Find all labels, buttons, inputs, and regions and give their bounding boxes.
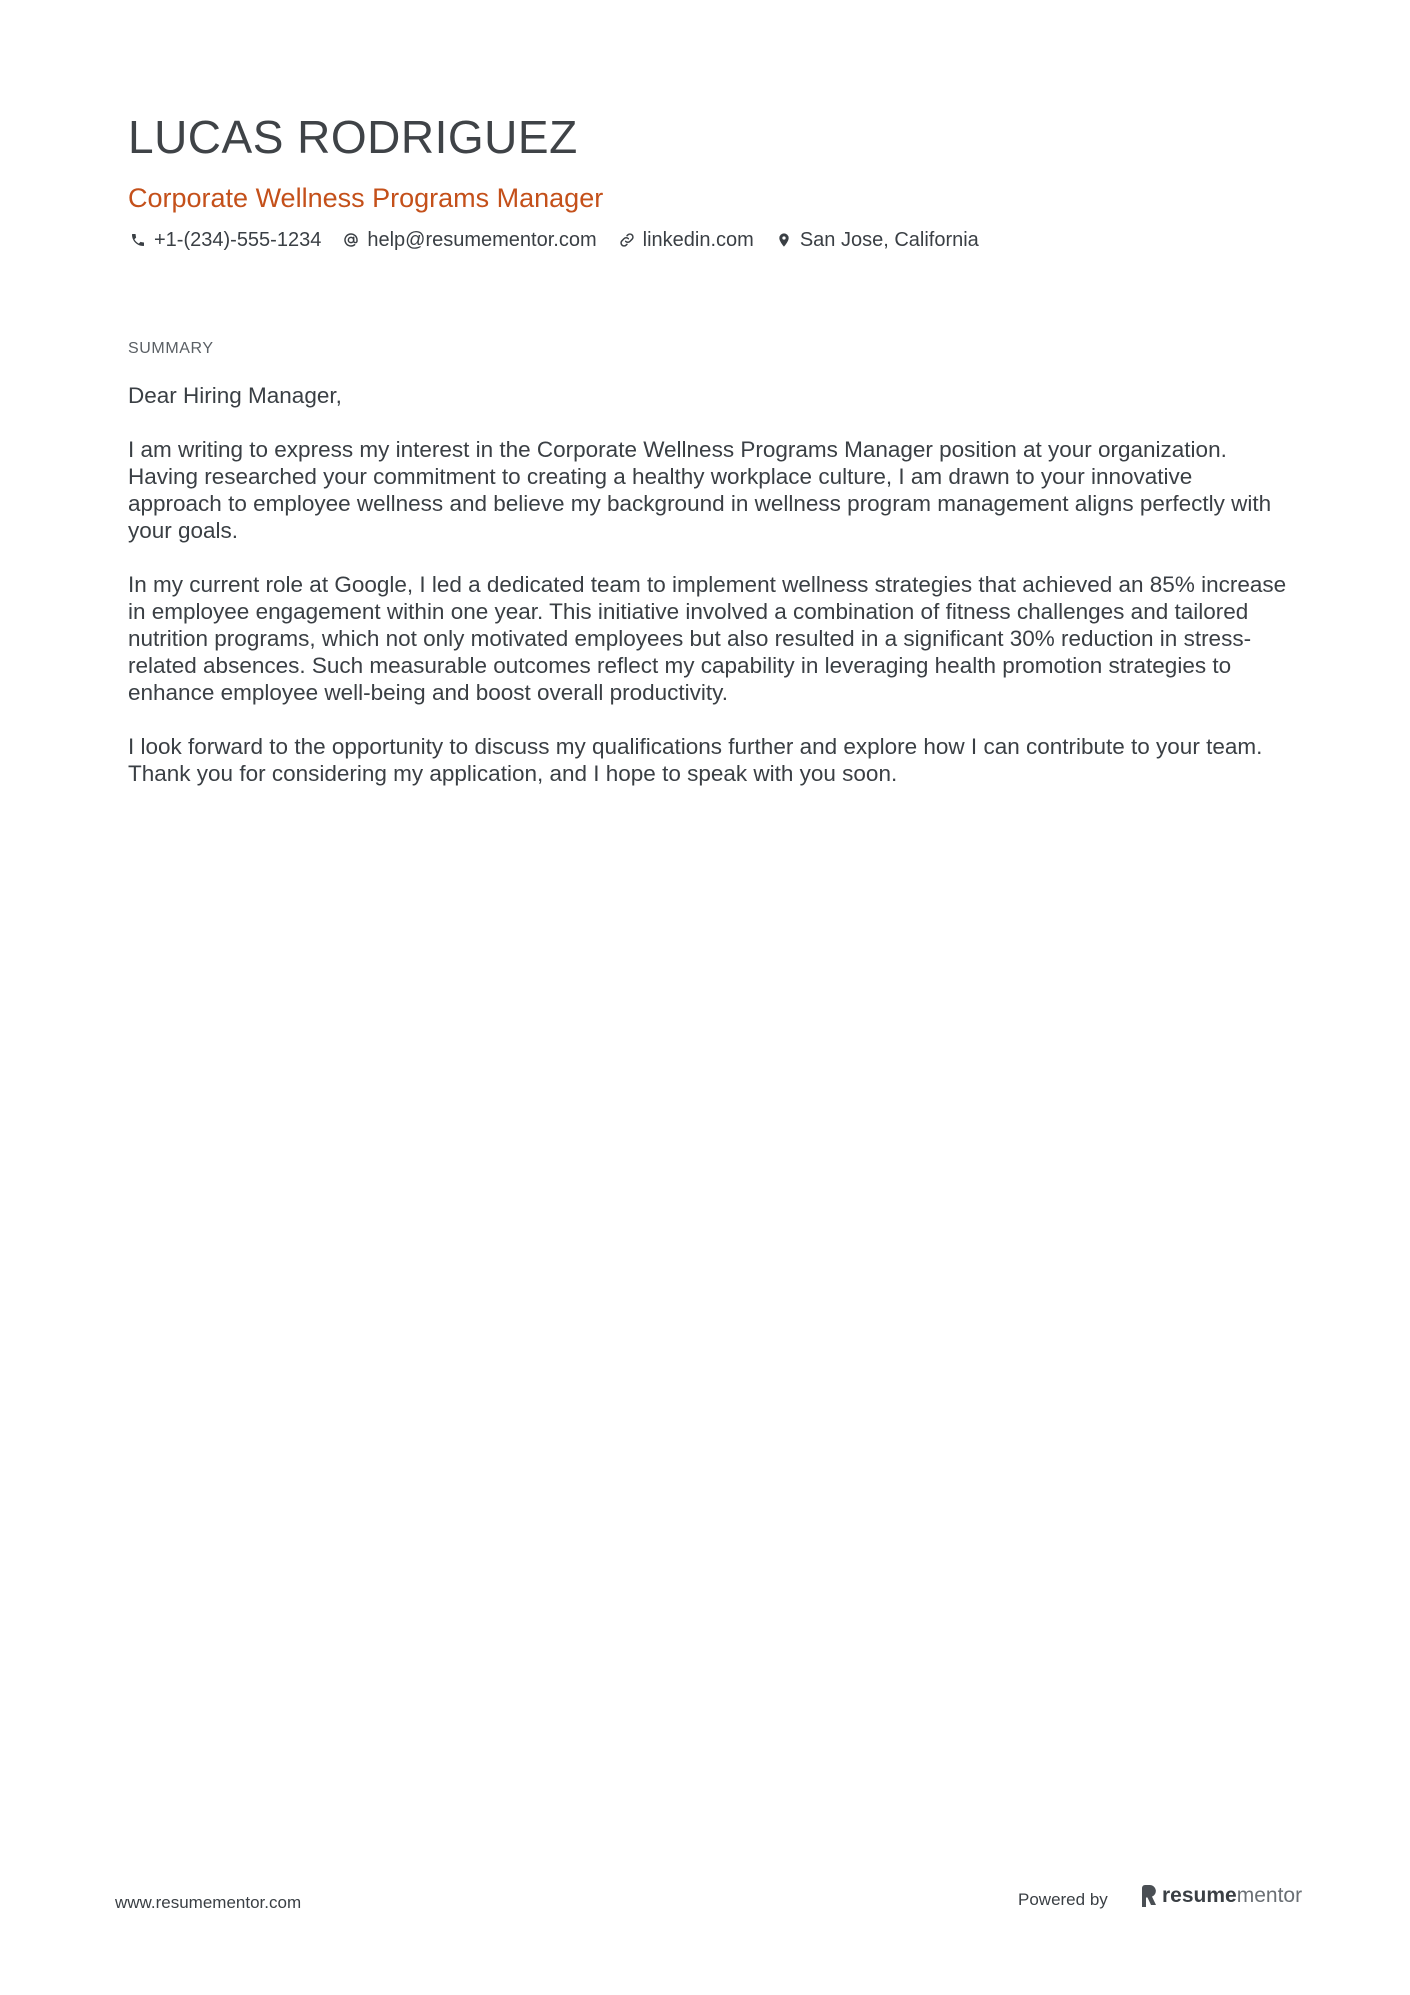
letter-paragraph: I am writing to express my interest in the Corporate Wellness Programs Manager position at your organization. Having researched your commitment to creating a healthy workplace culture, I am drawn to your innovative approach to employee wellness and believe my background in wellness program management aligns perfectly with your goals. — [128, 437, 1272, 543]
summary-heading: SUMMARY — [128, 340, 214, 357]
brand-name-light: mentor — [1236, 1884, 1303, 1907]
contact-phone-text: +1-(234)-555-1234 — [154, 229, 322, 251]
contact-email[interactable] — [341, 226, 596, 254]
contact-location-text: San Jose, California — [799, 229, 979, 251]
resumementor-logo-icon — [1140, 1885, 1158, 1907]
contact-linkedin[interactable] — [617, 226, 754, 254]
contact-bar — [128, 226, 999, 254]
phone-icon — [128, 230, 148, 250]
letter-salutation: Dear Hiring Manager, — [128, 383, 342, 408]
candidate-name: LUCAS RODRIGUEZ — [128, 111, 578, 163]
job-title: Corporate Wellness Programs Manager — [128, 183, 604, 213]
contact-email-text[interactable]: help@resumementor.com — [367, 229, 597, 251]
brand-name-bold: resume — [1162, 1884, 1237, 1907]
contact-phone — [128, 226, 321, 254]
link-icon — [617, 230, 637, 250]
location-pin-icon — [774, 230, 794, 250]
brand-logo[interactable] — [1140, 1884, 1302, 1908]
powered-by-label: Powered by — [1018, 1890, 1108, 1909]
letter-paragraph: I look forward to the opportunity to discuss my qualifications further and explore how I can contribute to your team. Thank you for considering my application, and I hope to speak with you soon. — [128, 734, 1263, 786]
letter-paragraph: In my current role at Google, I led a dedicated team to implement wellness strategies that achieved an 85% increase in employee engagement within one year. This initiative involved a combination of fitness challenges and tailored nutrition programs, which not only motivated employees but also resulted in a significant 30% reduction in stress-related absences. Such measurable outcomes reflect my capability in leveraging health promotion strategies to enhance employee well-being and boost overall productivity. — [128, 572, 1287, 705]
letter-body — [128, 382, 1288, 814]
at-icon — [341, 230, 361, 250]
contact-linkedin-text[interactable]: linkedin.com — [642, 229, 754, 251]
footer-website-link[interactable]: www.resumementor.com — [115, 1893, 302, 1912]
contact-location — [774, 226, 979, 254]
